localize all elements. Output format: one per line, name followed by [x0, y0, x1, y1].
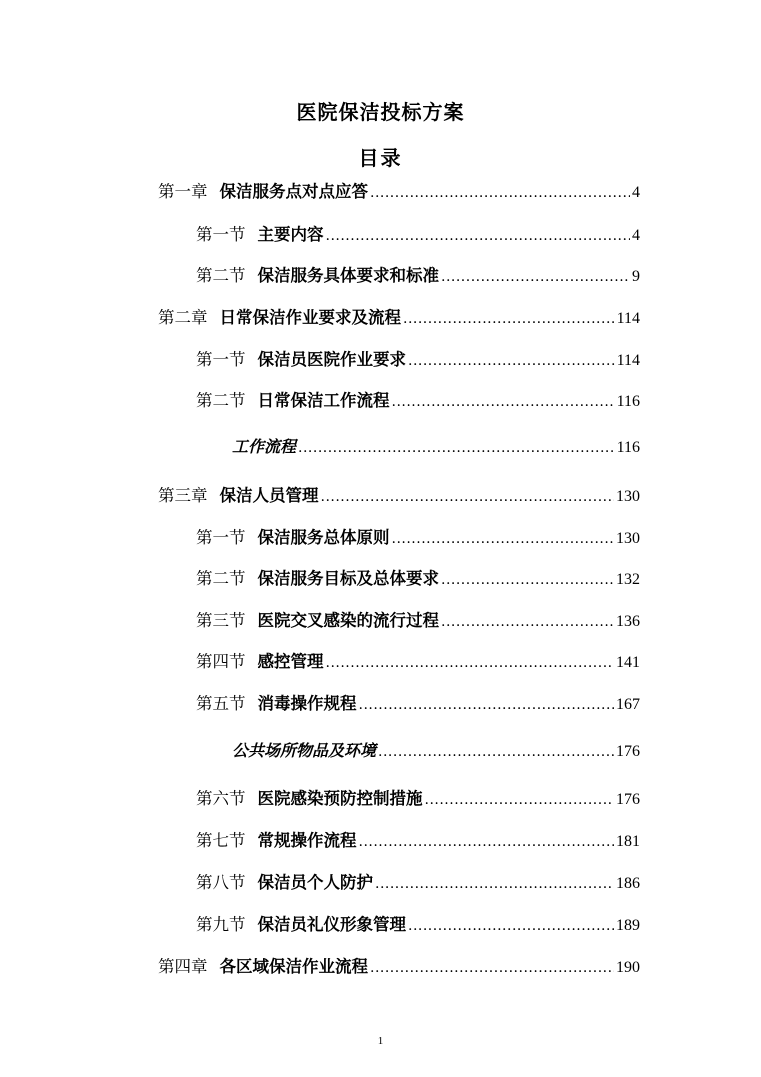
toc-entry-title: 保洁服务具体要求和标准	[257, 266, 439, 285]
toc-entry-title: 消毒操作规程	[257, 694, 357, 713]
toc-entry-label: 第六节	[196, 789, 246, 808]
toc-entry-page: 4	[632, 227, 640, 244]
toc-entry[interactable]	[232, 741, 640, 762]
toc-dot-leader	[359, 695, 615, 715]
toc-entry-page: 130	[616, 530, 640, 547]
toc-entry-title: 保洁服务总体原则	[257, 528, 390, 547]
toc-entry-title: 各区域保洁作业流程	[219, 957, 368, 976]
toc-entry-title: 主要内容	[257, 225, 324, 244]
toc-entry[interactable]	[196, 831, 640, 852]
toc-entry-label: 第五节	[196, 694, 246, 713]
toc-entry-title: 保洁员礼仪形象管理	[257, 915, 406, 934]
toc-entry[interactable]	[196, 694, 640, 715]
toc-entry-page: 9	[632, 268, 640, 285]
toc-entry-page: 4	[632, 184, 640, 201]
toc-heading: 目录	[358, 146, 403, 170]
toc-entry-title: 保洁服务点对点应答	[219, 182, 368, 201]
toc-entry-label: 第三节	[196, 611, 246, 630]
toc-dot-leader	[375, 874, 614, 894]
document-title: 医院保洁投标方案	[296, 100, 465, 124]
toc-entry[interactable]	[158, 486, 640, 507]
toc-dot-leader	[408, 351, 615, 371]
toc-entry-label: 第二章	[158, 308, 208, 327]
toc-entry-page: 130	[616, 488, 640, 505]
toc-entry[interactable]	[232, 437, 640, 458]
toc-dot-leader	[441, 267, 630, 287]
toc-entry-label: 第一节	[196, 350, 246, 369]
toc-entry[interactable]	[196, 266, 640, 287]
toc-entry-title: 公共场所物品及环境	[232, 741, 377, 760]
toc-entry-page: 114	[616, 352, 640, 369]
toc-dot-leader	[403, 309, 615, 329]
toc-entry[interactable]	[196, 528, 640, 549]
toc-entry[interactable]	[196, 391, 640, 412]
toc-entry[interactable]	[158, 182, 640, 203]
toc-entry-title: 保洁员医院作业要求	[257, 350, 406, 369]
toc-entry-page: 116	[616, 439, 640, 456]
toc-entry-page: 141	[616, 654, 640, 671]
toc-entry-title: 常规操作流程	[257, 831, 357, 850]
toc-entry-title: 保洁人员管理	[219, 486, 319, 505]
toc-entry-page: 189	[616, 917, 640, 934]
toc-entry-page: 132	[616, 571, 640, 588]
toc-dot-leader	[392, 529, 615, 549]
toc-entry-label: 第九节	[196, 915, 246, 934]
toc-entry-label: 第二节	[196, 391, 246, 410]
toc-entry-page: 190	[616, 959, 640, 976]
toc-dot-leader	[326, 226, 631, 246]
toc-dot-leader	[441, 570, 614, 590]
toc-entry-title: 保洁员个人防护	[257, 873, 373, 892]
toc-entry[interactable]	[196, 873, 640, 894]
toc-dot-leader	[378, 742, 614, 762]
toc-entry-title: 保洁服务目标及总体要求	[257, 569, 439, 588]
toc-entry-title: 日常保洁工作流程	[257, 391, 390, 410]
toc-entry[interactable]	[158, 957, 640, 978]
toc-entry[interactable]	[196, 225, 640, 246]
toc-entry-title: 工作流程	[232, 437, 297, 456]
toc-entry-label: 第四节	[196, 652, 246, 671]
toc-dot-leader	[321, 487, 615, 507]
toc-entry-label: 第四章	[158, 957, 208, 976]
toc-entry-label: 第二节	[196, 569, 246, 588]
toc-entry-label: 第七节	[196, 831, 246, 850]
toc-dot-leader	[359, 832, 615, 852]
toc-entry-label: 第二节	[196, 266, 246, 285]
toc-entry[interactable]	[196, 611, 640, 632]
toc-dot-leader	[392, 392, 615, 412]
toc-entry[interactable]	[196, 569, 640, 590]
toc-entry-page: 186	[616, 875, 640, 892]
toc-entry[interactable]	[196, 652, 640, 673]
toc-dot-leader	[408, 916, 614, 936]
toc-dot-leader	[298, 438, 615, 458]
toc-dot-leader	[370, 958, 614, 978]
toc-entry-label: 第一节	[196, 225, 246, 244]
toc-entry-page: 114	[616, 310, 640, 327]
toc-entry-page: 176	[616, 791, 640, 808]
toc-dot-leader	[370, 183, 630, 203]
toc-entry[interactable]	[158, 308, 640, 329]
toc-entry-label: 第一节	[196, 528, 246, 547]
toc-entry-page: 176	[616, 743, 640, 760]
toc-entry-page: 181	[616, 833, 640, 850]
toc-entry-title: 医院感染预防控制措施	[257, 789, 423, 808]
toc-entry-title: 感控管理	[257, 652, 324, 671]
toc-entry-label: 第三章	[158, 486, 208, 505]
toc-entry-title: 医院交叉感染的流行过程	[257, 611, 439, 630]
toc-entry-title: 日常保洁作业要求及流程	[219, 308, 401, 327]
toc-entry-page: 136	[616, 613, 640, 630]
toc-entry-page: 167	[616, 696, 640, 713]
toc-entry-label: 第八节	[196, 873, 246, 892]
page-number: 1	[377, 1035, 384, 1047]
toc-entry[interactable]	[196, 789, 640, 810]
toc-entry[interactable]	[196, 350, 640, 371]
toc-dot-leader	[441, 612, 614, 632]
toc-entry-page: 116	[616, 393, 640, 410]
toc-entry[interactable]	[196, 915, 640, 936]
toc-dot-leader	[326, 653, 615, 673]
toc-dot-leader	[425, 790, 615, 810]
toc-entry-label: 第一章	[158, 182, 208, 201]
